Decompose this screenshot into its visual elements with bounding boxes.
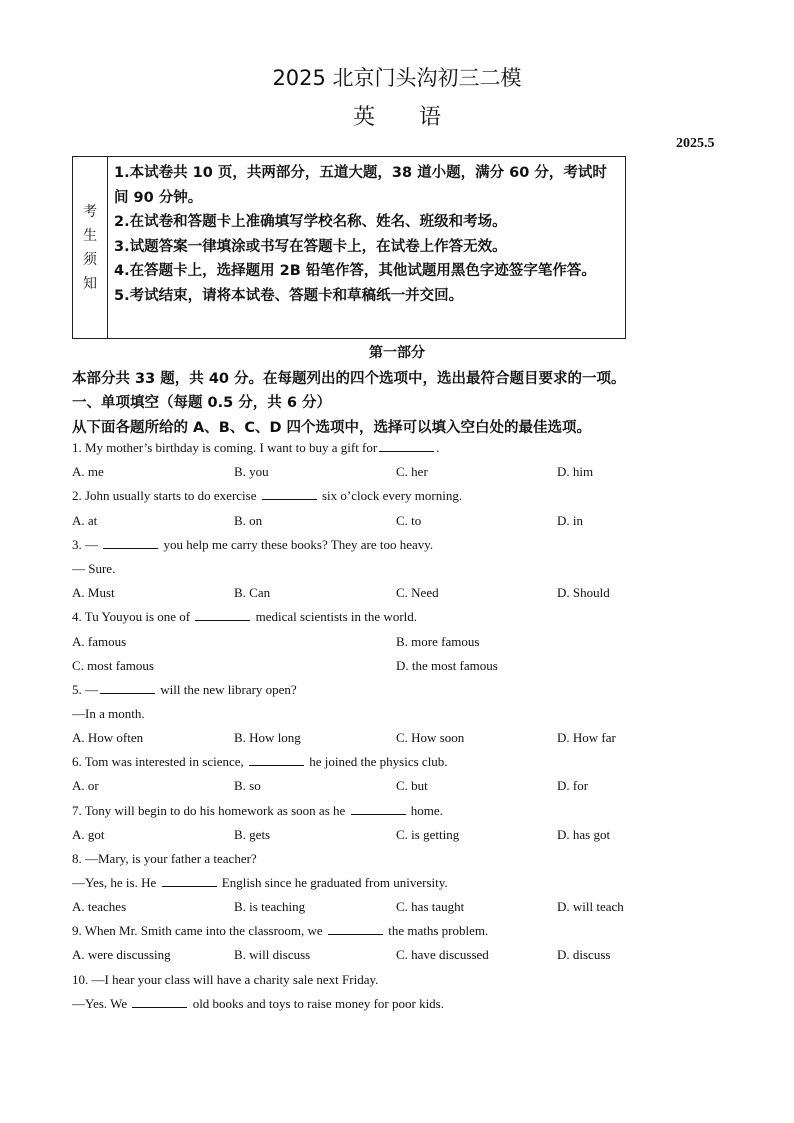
question-text: he joined the physics club. bbox=[309, 754, 448, 769]
question-text: 1. My mother’s birthday is coming. I want to buy a gift for bbox=[72, 440, 378, 455]
question-text: medical scientists in the world. bbox=[255, 609, 418, 624]
option-c: C. to bbox=[396, 513, 422, 528]
notice-item: 2.在试卷和答题卡上准确填写学校名称、姓名、班级和考场。 bbox=[114, 214, 507, 230]
subject-char-2: 语 bbox=[419, 105, 442, 130]
option-b: B. Can bbox=[234, 585, 271, 600]
option-b: B. more famous bbox=[396, 634, 480, 649]
question-text: —Yes. We bbox=[72, 996, 128, 1011]
notice-label-char: 考 bbox=[83, 203, 97, 220]
option-a: A. famous bbox=[72, 634, 127, 649]
part-heading: 第一部分 bbox=[369, 345, 425, 361]
option-b: B. is teaching bbox=[234, 899, 306, 914]
option-d: D. in bbox=[557, 513, 583, 528]
notice-item: 1.本试卷共 10 页，共两部分，五道大题，38 道小题，满分 60 分，考试时间 90 分钟。 bbox=[114, 165, 607, 206]
question-5 bbox=[72, 682, 297, 698]
question-text: —Yes, he is. He bbox=[72, 875, 157, 890]
question-text: English since he graduated from university. bbox=[221, 875, 448, 890]
answer-blank bbox=[132, 997, 187, 1008]
question-8: 8. —Mary, is your father a teacher? bbox=[72, 851, 257, 866]
answer-blank bbox=[103, 538, 158, 549]
answer-blank bbox=[100, 683, 155, 694]
question-text: the maths problem. bbox=[388, 923, 489, 938]
notice-label-char: 生 bbox=[83, 227, 97, 244]
option-a: A. were discussing bbox=[72, 947, 171, 962]
option-c: C. most famous bbox=[72, 658, 154, 673]
question-text: home. bbox=[410, 803, 443, 818]
option-c: C. her bbox=[396, 464, 428, 479]
option-c: C. is getting bbox=[396, 827, 460, 842]
notice-box bbox=[72, 156, 626, 339]
option-c: C. have discussed bbox=[396, 947, 489, 962]
answer-blank bbox=[379, 441, 434, 452]
question-9 bbox=[72, 923, 488, 939]
subject-char-1: 英 bbox=[352, 105, 375, 130]
option-c: C. but bbox=[396, 778, 428, 793]
option-a: A. at bbox=[72, 513, 98, 528]
notice-label bbox=[73, 157, 108, 338]
question-3 bbox=[72, 537, 433, 553]
question-1 bbox=[72, 440, 439, 456]
question-text: will the new library open? bbox=[160, 682, 297, 697]
option-a: A. Must bbox=[72, 585, 115, 600]
option-a: A. me bbox=[72, 464, 104, 479]
question-text: 2. John usually starts to do exercise bbox=[72, 488, 257, 503]
option-b: B. gets bbox=[234, 827, 271, 842]
question-reply bbox=[72, 996, 444, 1012]
answer-blank bbox=[351, 804, 406, 815]
question-text: 9. When Mr. Smith came into the classroom, we bbox=[72, 923, 323, 938]
exam-title: 2025 北京门头沟初三二模 bbox=[272, 66, 522, 90]
question-text: 4. Tu Youyou is one of bbox=[72, 609, 191, 624]
option-a: A. teaches bbox=[72, 899, 127, 914]
option-b: B. How long bbox=[234, 730, 301, 745]
notice-item: 3.试题答案一律填涂或书写在答题卡上，在试卷上作答无效。 bbox=[114, 238, 507, 255]
section-instruction: 从下面各题所给的 A、B、C、D 四个选项中，选择可以填入空白处的最佳选项。 bbox=[72, 420, 592, 436]
option-d: D. the most famous bbox=[396, 658, 498, 673]
option-d: D. How far bbox=[557, 730, 616, 745]
question-6 bbox=[72, 754, 448, 770]
answer-blank bbox=[195, 610, 250, 621]
option-d: D. for bbox=[557, 778, 589, 793]
option-c: C. How soon bbox=[396, 730, 465, 745]
option-b: B. you bbox=[234, 464, 269, 479]
question-text: 3. — bbox=[72, 537, 98, 552]
notice-label-char: 知 bbox=[83, 275, 97, 292]
answer-blank bbox=[262, 489, 317, 500]
question-text: six o’clock every morning. bbox=[322, 488, 463, 503]
question-reply bbox=[72, 875, 448, 891]
option-b: B. so bbox=[234, 778, 261, 793]
exam-date: 2025.5 bbox=[676, 136, 715, 151]
option-c: C. has taught bbox=[396, 899, 465, 914]
option-d: D. has got bbox=[557, 827, 611, 842]
notice-body bbox=[108, 157, 625, 338]
question-text: 7. Tony will begin to do his homework as soon as he bbox=[72, 803, 346, 818]
question-text: old books and toys to raise money for poor kids. bbox=[192, 996, 444, 1011]
part-intro: 本部分共 33 题，共 40 分。在每题列出的四个选项中，选出最符合题目要求的一项。 bbox=[72, 371, 626, 387]
answer-blank bbox=[328, 924, 383, 935]
option-c: C. Need bbox=[396, 585, 439, 600]
option-d: D. discuss bbox=[557, 947, 611, 962]
answer-blank bbox=[162, 876, 217, 887]
question-text: 6. Tom was interested in science, bbox=[72, 754, 244, 769]
answer-blank bbox=[249, 755, 304, 766]
option-d: D. him bbox=[557, 464, 594, 479]
option-a: A. How often bbox=[72, 730, 144, 745]
question-2 bbox=[72, 488, 462, 504]
option-d: D. Should bbox=[557, 585, 610, 600]
section-title: 一、单项填空（每题 0.5 分，共 6 分） bbox=[72, 395, 331, 411]
option-a: A. or bbox=[72, 778, 99, 793]
question-10: 10. —I hear your class will have a charity sale next Friday. bbox=[72, 972, 379, 987]
option-b: B. on bbox=[234, 513, 263, 528]
question-text: 5. — bbox=[72, 682, 98, 697]
notice-item: 5.考试结束，请将本试卷、答题卡和草稿纸一并交回。 bbox=[114, 287, 464, 304]
notice-label-char: 须 bbox=[83, 251, 97, 268]
option-b: B. will discuss bbox=[234, 947, 311, 962]
subject-heading bbox=[0, 100, 794, 131]
question-text: you help me carry these books? They are too heavy. bbox=[163, 537, 434, 552]
question-text: . bbox=[436, 440, 440, 455]
notice-item: 4.在答题卡上，选择题用 2B 铅笔作答，其他试题用黑色字迹签字笔作答。 bbox=[114, 263, 596, 279]
option-d: D. will teach bbox=[557, 899, 624, 914]
question-reply: — Sure. bbox=[72, 561, 116, 576]
option-a: A. got bbox=[72, 827, 105, 842]
question-4 bbox=[72, 609, 417, 625]
question-7 bbox=[72, 803, 443, 819]
question-reply: —In a month. bbox=[72, 706, 145, 721]
